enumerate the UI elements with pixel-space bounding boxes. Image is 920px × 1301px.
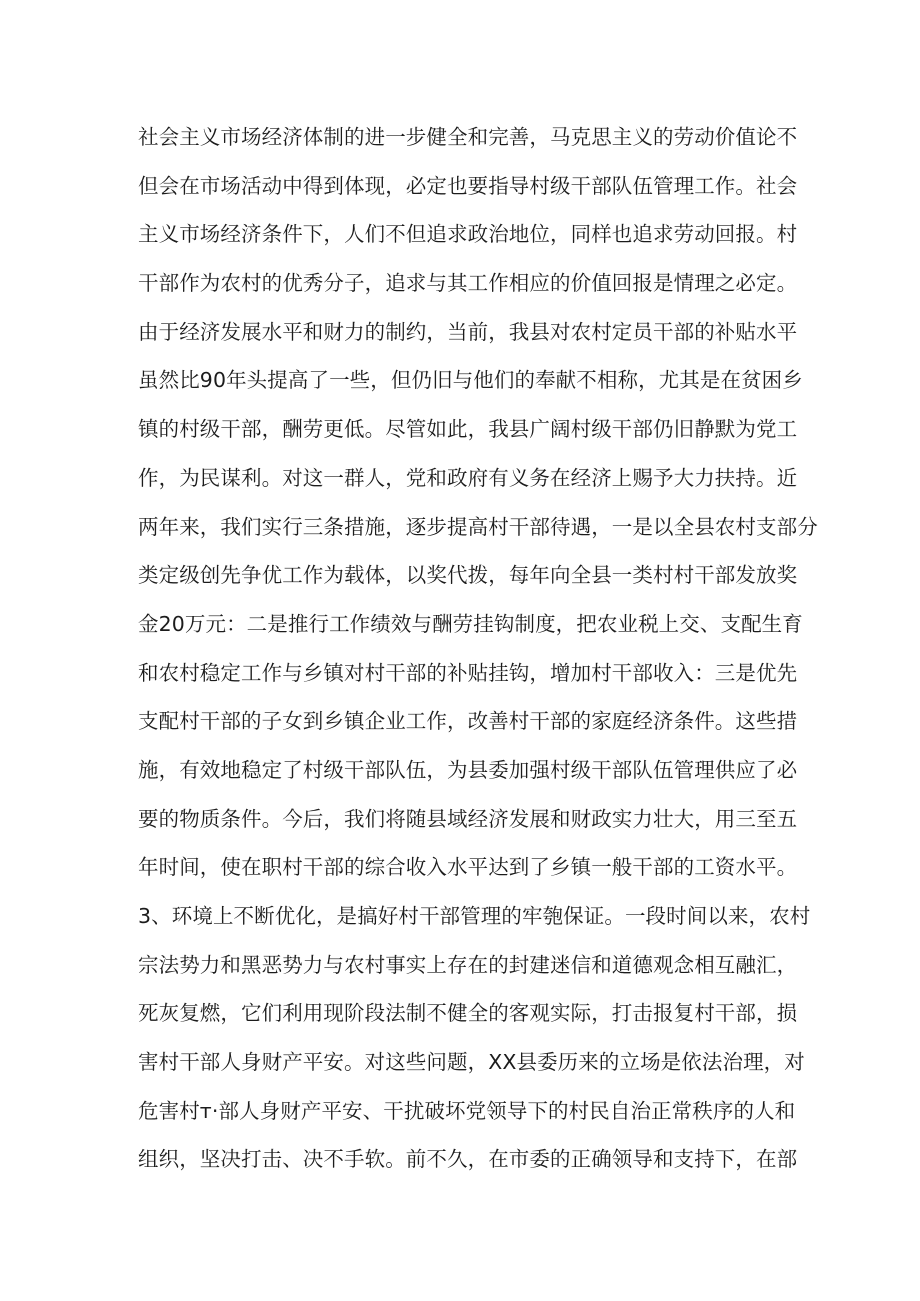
text-line-5: 由于经济发展水平和财力的制约，当前，我县对农村定员干部的补贴水平	[138, 319, 798, 344]
text-line-10: 类定级创先争优工作为载体，以奖代拨，每年向全县一类村村干部发放奖	[138, 563, 798, 588]
text-line-19: 死灰复燃，它们利用现阶段法制不健全的客观实际，打击报复村干部，损	[138, 1001, 798, 1026]
body-paragraph	[138, 113, 818, 1184]
text-line-22: 组织，坚决打击、决不手软。前不久，在市委的正确领导和支持下，在部	[138, 1147, 798, 1172]
text-line-3: 主义市场经济条件下，人们不但追求政治地位，同样也追求劳动回报。村	[138, 222, 798, 247]
text-line-14: 施，有效地稳定了村级干部队伍，为县委加强村级干部队伍管理供应了必	[138, 757, 798, 782]
text-line-7: 镇的村级干部，酬劳更低。尽管如此，我县广阔村级干部仍旧静默为党工	[138, 417, 798, 442]
text-line-11: 金20万元：二是推行工作绩效与酬劳挂钩制度，把农业税上交、支配生育	[138, 611, 803, 636]
text-line-1: 社会主义市场经济体制的进一步健全和完善，马克思主义的劳动价值论不	[138, 125, 798, 149]
text-line-6: 虽然比90年头提高了一些，但仍旧与他们的奉献不相称，尤其是在贫困乡	[138, 368, 803, 393]
text-line-4: 干部作为农村的优秀分子，追求与其工作相应的价值回报是情理之必定。	[138, 271, 798, 296]
text-line-17: 3、环境上不断优化，是搞好村干部管理的牢匏保证。一段时间以来，农村	[138, 904, 811, 928]
text-line-21: 危害村т·部人身财产平安、干扰破坏党领导下的村民自治正常秩序的人和	[138, 1098, 796, 1123]
text-line-9: 两年来，我们实行三条措施，逐步提高村干部待遇，一是以全县农村支部分	[138, 514, 818, 539]
text-line-12: 和农村稳定工作与乡镇对村干部的补贴挂钩，增加村干部收入：三是优先	[138, 660, 798, 685]
text-line-20: 害村干部人身财产平安。对这些问题，XX县委历来的立场是依法治理，对	[138, 1050, 805, 1075]
text-line-2: 但会在市场活动中得到体现，必定也要指导村级干部队伍管理工作。社会	[138, 173, 798, 198]
text-line-13: 支配村干部的子女到乡镇企业工作，改善村干部的家庭经济条件。这些措	[138, 709, 798, 734]
text-line-15: 要的物质条件。今后，我们将随县域经济发展和财政实力壮大，用三至五	[138, 806, 798, 831]
text-line-16: 年时间，使在职村干部的综合收入水平达到了乡镇一般干部的工资水平。	[138, 855, 798, 880]
text-line-8: 作，为民谋利。对这一群人，党和政府有义务在经济上赐予大力扶持。近	[138, 465, 798, 490]
text-line-18: 宗法势力和黑恶势力与农村事实上存在的封建迷信和道德观念相互融汇，	[138, 952, 798, 977]
